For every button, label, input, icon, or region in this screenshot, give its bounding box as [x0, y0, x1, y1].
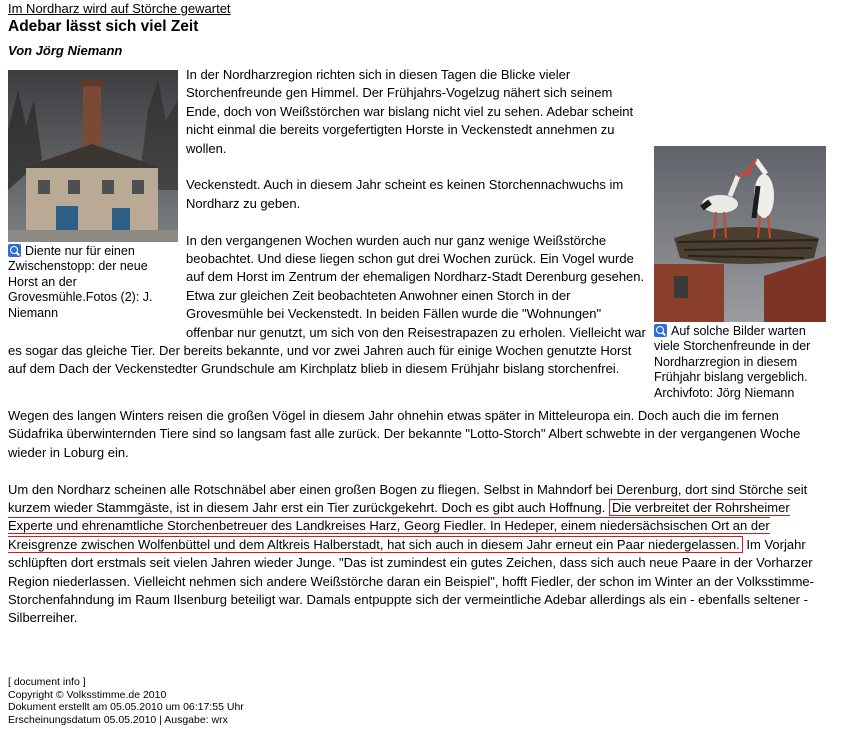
paragraph-5 [8, 481, 826, 628]
footer-copyright: Copyright © Volksstimme.de 2010 [8, 688, 167, 701]
highlighted-passage: Die verbreitet der Rohrsheimer Experte und ehrenamtliche Storchenbetreuer des Landkreises Harz, Georg Fiedler. In Hedeper, einem niedersächsischen Ort an der Kreisgrenze zwischen Wolfenbüttel und dem Altkreis Halberstadt, hat sich auch in diesem Jahr erneut ein Paar niedergelassen. [8, 500, 790, 552]
paragraph-5-part-a: Um den Nordharz scheinen alle Rotschnäbel aber einen großen Bogen zu fliegen. Selbst in Mahndorf bei Derenburg, dort sind Störche seit kurzem wieder Stammgäste, ist in diesem Jahr erst ein Tier zurückgekehrt. Doch es gibt auch Hoffnung. [8, 481, 808, 516]
magnify-icon[interactable] [8, 244, 21, 257]
article-byline: Von Jörg Niemann [8, 43, 123, 58]
document-info-link[interactable]: [ document info ] [8, 676, 86, 688]
article-body [8, 66, 826, 646]
paragraph-intro: In der Nordharzregion richten sich in diesen Tagen die Blicke vieler Storchenfreunde gen Himmel. Der Frühjahrs-Vogelzug nähert sich seinem Ende, doch von Weißstörchen war bislang nicht viel zu sehen. Adebar scheint nicht einmal die bereits vorgefertigten Horste in Veckenstedt annehmen zu wollen. [186, 67, 634, 156]
magnify-icon[interactable] [654, 324, 667, 337]
article-kicker-link[interactable]: Im Nordharz wird auf Störche gewartet [8, 1, 231, 16]
figure-grovesmuehle [8, 70, 178, 321]
caption-right-text: Auf solche Bilder warten viele Storchenfreunde in der Nordharzregion in diesem Frühjahr bislang vergeblich. Archivfoto: Jörg Niemann [654, 324, 811, 400]
photo-caption-right [654, 324, 826, 401]
footer-published: Erscheinungsdatum 05.05.2010 | Ausgabe: wrx [8, 713, 228, 726]
document-footer [8, 676, 244, 726]
article-headline: Adebar lässt sich viel Zeit [8, 18, 199, 35]
paragraph-4: Wegen des langen Winters reisen die großen Vögel in diesem Jahr ohnehin etwas später in Mitteleuropa ein. Doch auch die im fernen Südafrika überwinternden Tiere sind so langsam fast alle zurück. Der bekannte "Lotto-Storch" Albert schwebte in der vergangenen Woche wieder in Loburg ein. [8, 408, 801, 460]
photo-storks[interactable] [654, 146, 826, 322]
paragraph-3: In den vergangenen Wochen wurden auch nur ganz wenige Weißstörche beobachtet. Und diese liegen schon gut drei Wochen zurück. Ein Vogel wurde auf dem Horst im Zentrum der ehemaligen Nordharz-Stadt Derenburg gesehen. Etwa zur gleichen Zeit beobachteten Anwohner einen Storch in der Grovesmühle bei Veckenstedt. In beiden Fällen wurde die "Wohnungen" offenbar nur genutzt, um sich von den Reisestrapazen zu erholen. Vielleicht war es sogar das gleiche Tier. Der bereits bekannte, und vor zwei Jahren auch für einige Wochen genutzte Horst auf dem Dach der Veckenstedter Grundschule am Kirchplatz blieb in diesem Frühjahr bislang storchenfrei. [8, 232, 646, 377]
footer-created: Dokument erstellt am 05.05.2010 um 06:17:55 Uhr [8, 701, 244, 714]
photo-grovesmuehle[interactable] [8, 70, 178, 242]
figure-storks [654, 146, 826, 401]
paragraph-5-part-c: Im Vorjahr schlüpften dort erstmals seit vielen Jahren wieder Junge. "Das ist zumindest ein gutes Zeichen, dass sich auch neue Paare in der Vorharzer Region niederlassen. Vielleicht nehmen sich andere Weißstörche daran ein Beispiel", hofft Fiedler, der schon im Winter an der Volksstimme-Storchenfahndung im Raum Ilsenburg beteiligt war. Damals entpuppte sich der vermeintliche Adebar allerdings als ein - ebenfalls seltener - Silberreiher. [8, 536, 814, 626]
caption-left-text: Diente nur für einen Zwischenstopp: der neue Horst an der Grovesmühle.Fotos (2): J. Niemann [8, 244, 153, 320]
photo-caption-left [8, 244, 178, 321]
paragraph-2: Veckenstedt. Auch in diesem Jahr scheint es keinen Storchennachwuchs im Nordharz zu geben. [186, 177, 624, 211]
